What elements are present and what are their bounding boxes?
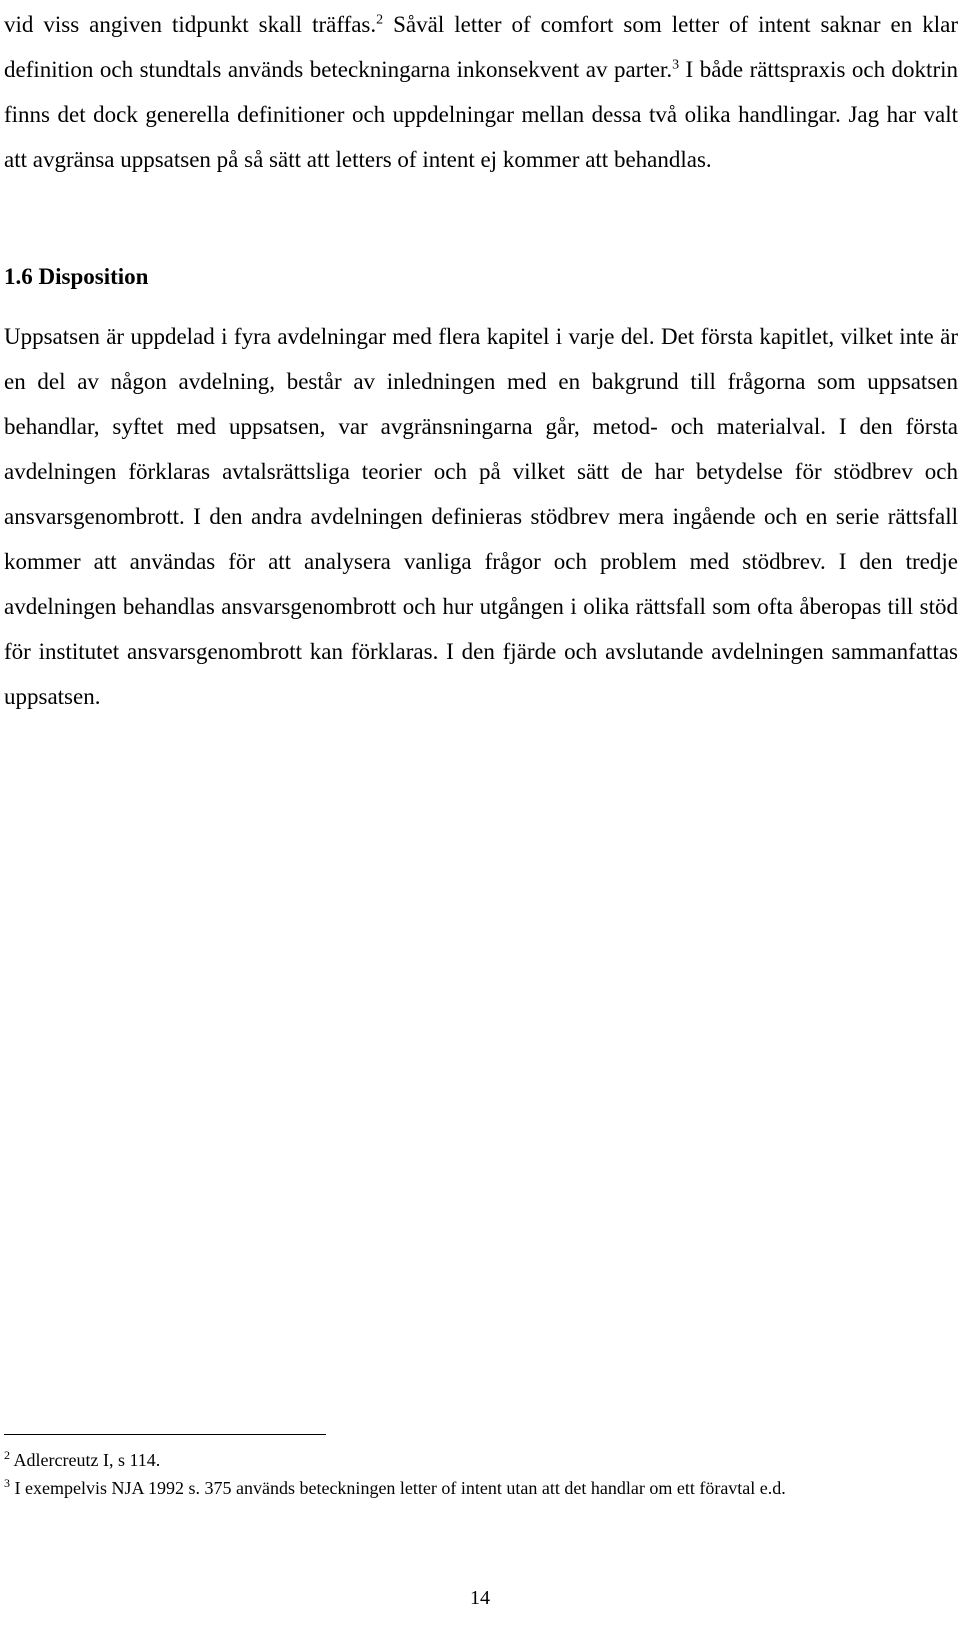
- footnote-ref-2[interactable]: 2: [376, 12, 384, 28]
- footnote-separator: [4, 1434, 326, 1435]
- page-number: 14: [470, 1587, 490, 1609]
- footnote-3: [4, 1474, 958, 1502]
- document-page: [4, 0, 958, 709]
- footnotes: [4, 1446, 958, 1502]
- section-heading: 1.6 Disposition: [4, 264, 149, 289]
- footnote-text: Adlercreutz I, s 114.: [10, 1450, 161, 1470]
- disposition-paragraph: Uppsatsen är uppdelad i fyra avdelningar med flera kapitel i varje del. Det första kapitlet, vilket inte är en del av någon avdelning, består av inledningen med en bakgrund till frågorna som uppsatsen behandlar, syftet med uppsatsen, var avgränsningarna går, metod- och materialval. I den första avdelningen förklaras avtalsrättsliga teorier och på vilket sätt de har betydelse för stödbrev och ansvarsgenombrott. I den andra avdelningen definieras stödbrev mera ingående och en serie rättsfall kommer att användas för att analysera vanliga frågor och problem med stödbrev. I den tredje avdelningen behandlas ansvarsgenombrott och hur utgången i olika rättsfall som ofta åberopas till stöd för institutet ansvarsgenombrott kan förklaras. I den fjärde och avslutande avdelningen sammanfattas uppsatsen.: [4, 324, 958, 709]
- footnote-ref-3[interactable]: 3: [672, 57, 680, 73]
- footnote-number: 2: [4, 1448, 10, 1462]
- footnote-number: 3: [4, 1476, 10, 1490]
- footnote-2: [4, 1446, 958, 1474]
- footnote-text: I exempelvis NJA 1992 s. 375 används beteckningen letter of intent utan att det handlar om ett föravtal e.d.: [10, 1478, 786, 1498]
- intro-paragraph: [4, 0, 958, 182]
- intro-text-part1: vid viss angiven tidpunkt skall träffas.: [4, 12, 377, 37]
- intro-text-part2: Såväl letter of comfort som letter of intent saknar en klar definition och stundtals används beteckningarna inkonsekvent av parter.: [4, 12, 958, 82]
- intro-text-part3: I både rättspraxis och doktrin finns det dock generella definitioner och uppdelningar mellan dessa två olika handlingar. Jag har valt att avgränsa uppsatsen på så sätt att letters of intent ej kommer att behandlas.: [4, 57, 958, 172]
